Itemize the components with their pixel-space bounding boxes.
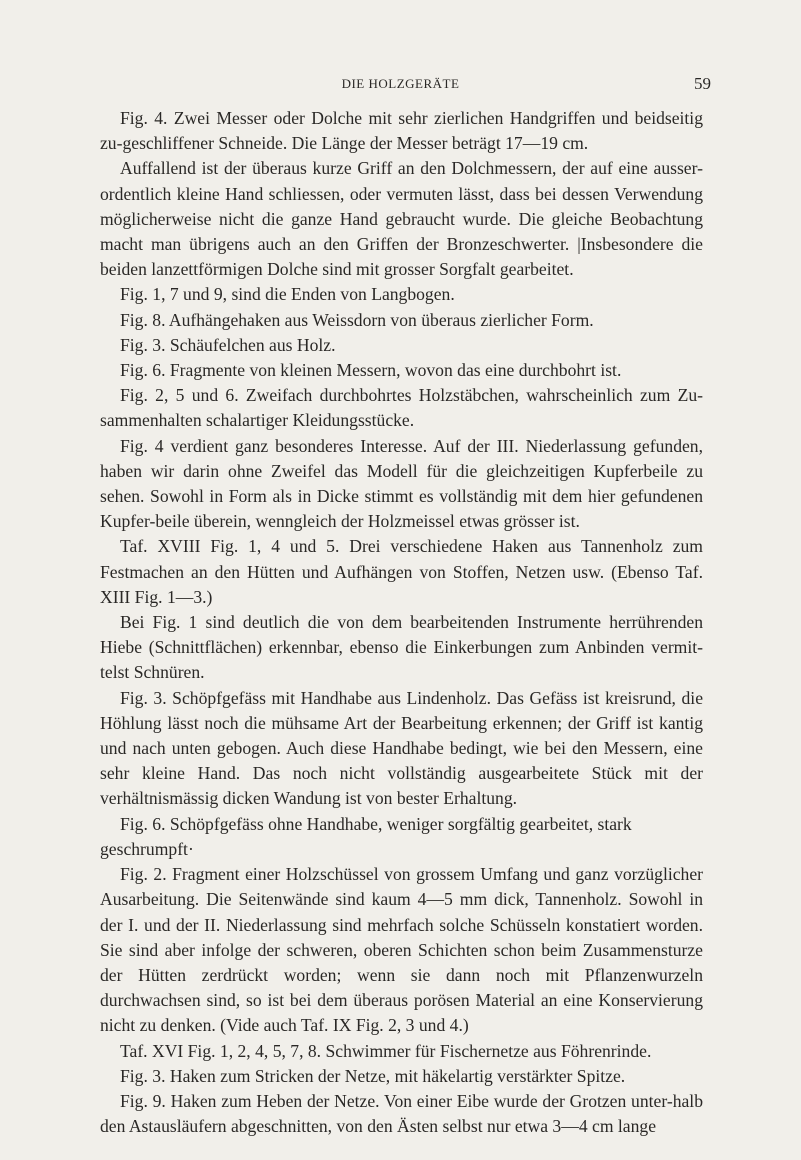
paragraph-fig3-ladle: Fig. 3. Schöpfgefäss mit Handhabe aus Lindenholz. Das Gefäss ist kreisrund, die Höhlung lässt noch die mühsame Art der Bearbeitung erkennen; der Griff ist kantig und nach unten gebogen. Auch diese Handhabe bedingt, wie bei den Messern, eine sehr kleine Hand. Das noch nicht vollständig ausgearbeitete Stück mit der verhältnismässig dicken Wandung ist von bester Erhaltung. — [100, 687, 703, 809]
paragraph-fig-2-5-6: Fig. 2, 5 und 6. Zweifach durchbohrtes Holzstäbchen, wahrscheinlich zum Zu-sammenhalten schalartiger Kleidungsstücke. — [100, 385, 703, 431]
paragraph-fig4-interest: Fig. 4 verdient ganz besonderes Interesse. Auf der III. Niederlassung gefunden, haben wir darin ohne Zweifel das Modell für die gleichzeitigen Kupferbeile zu sehen. Sowohl in Form als in Dicke stimmt es vollständig mit dem hier gefundenen Kupfer-beile überein, wenngleich der Holzmeissel etwas grösser ist. — [100, 435, 703, 532]
running-title: DIE HOLZGERÄTE — [341, 76, 460, 91]
body-text — [100, 106, 703, 1139]
paragraph-fig-1-7-9: Fig. 1, 7 und 9, sind die Enden von Langbogen. — [120, 284, 455, 305]
paragraph-fig9-hook: Fig. 9. Haken zum Heben der Netze. Von einer Eibe wurde der Grotzen unter-halb den Astausläufern abgeschnitten, von den Ästen selbst nur etwa 3—4 cm lange — [100, 1090, 703, 1137]
paragraph-short-grip: Auffallend ist der überaus kurze Griff an den Dolchmessern, der auf eine ausser-ordentlich kleine Hand schliessen, oder vermuten lässt, dass bei dessen Verwendung möglicherweise nicht die ganze Hand gebraucht wurde. Die gleiche Beobachtung macht man übrigens auch an den Griffen der Bronzeschwerter. |Insbesondere die beiden lanzettförmigen Dolche sind mit grosser Sorgfalt gearbeitet. — [100, 158, 703, 280]
page-number: 59 — [694, 74, 711, 93]
paragraph-fig1-hiebe: Bei Fig. 1 sind deutlich die von dem bearbeitenden Instrumente herrührenden Hiebe (Schnittflächen) erkennbar, ebenso die Einkerbungen zum Anbinden vermit-telst Schnüren. — [100, 612, 703, 683]
paragraph-fig3-hook: Fig. 3. Haken zum Stricken der Netze, mit häkelartig verstärkter Spitze. — [120, 1065, 626, 1086]
paragraph-taf-xvi: Taf. XVI Fig. 1, 2, 4, 5, 7, 8. Schwimmer für Fischernetze aus Föhrenrinde. — [120, 1040, 652, 1061]
paragraph-fig6-ladle: Fig. 6. Schöpfgefäss ohne Handhabe, weniger sorgfältig gearbeitet, stark geschrumpft· — [100, 813, 632, 859]
paragraph-taf-xviii: Taf. XVIII Fig. 1, 4 und 5. Drei verschiedene Haken aus Tannenholz zum Festmachen an den Hütten und Aufhängen von Stoffen, Netzen usw. (Ebenso Taf. XIII Fig. 1—3.) — [100, 536, 703, 607]
paragraph-fig3-shovel: Fig. 3. Schäufelchen aus Holz. — [120, 334, 336, 355]
paragraph-fig8: Fig. 8. Aufhängehaken aus Weissdorn von überaus zierlicher Form. — [120, 309, 594, 330]
paragraph-fig4-knives: Fig. 4. Zwei Messer oder Dolche mit sehr zierlichen Handgriffen und beidseitig zu-geschliffener Schneide. Die Länge der Messer beträgt 17—19 cm. — [100, 108, 703, 154]
paragraph-fig6-fragments: Fig. 6. Fragmente von kleinen Messern, wovon das eine durchbohrt ist. — [120, 360, 622, 381]
paragraph-fig2-bowl: Fig. 2. Fragment einer Holzschüssel von grossem Umfang und ganz vorzüglicher Ausarbeitung. Die Seitenwände sind kaum 4—5 mm dick, Tannenholz. Sowohl in der I. und der II. Niederlassung sind mehrfach solche Schüsseln konstatiert worden. Sie sind aber infolge der schweren, oberen Schichten schon beim Zusammensturze der Hütten zerdrückt worden; wenn sie dann noch mit Pflanzenwurzeln durchwachsen sind, so ist bei dem überaus porösen Material an eine Konservierung nicht zu denken. (Vide auch Taf. IX Fig. 2, 3 und 4.) — [100, 864, 703, 1036]
